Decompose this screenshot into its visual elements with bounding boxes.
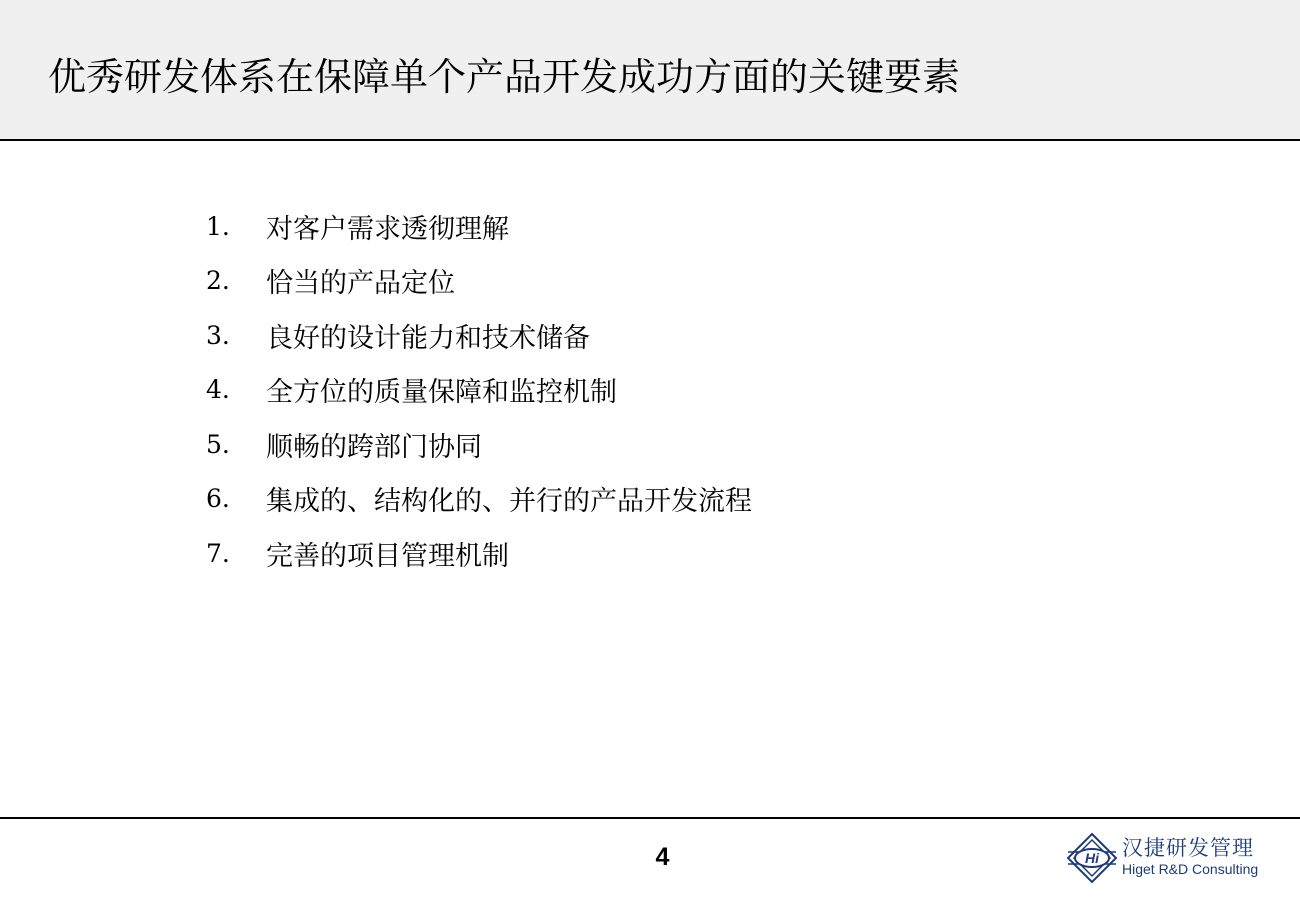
company-name-cn: 汉捷研发管理	[1122, 836, 1254, 860]
list-item	[206, 526, 752, 581]
list-item-text: 完善的项目管理机制	[266, 540, 509, 572]
higet-logo-icon	[1066, 832, 1118, 884]
list-item-number: 6.	[206, 484, 230, 514]
list-item-text: 集成的、结构化的、并行的产品开发流程	[266, 486, 752, 518]
list-item-number: 4.	[206, 375, 230, 405]
list-item-number: 7.	[206, 538, 230, 568]
slide-title: 优秀研发体系在保障单个产品开发成功方面的关键要素	[48, 55, 961, 99]
page-number: 4	[655, 843, 670, 871]
logo-mark-text: Hi	[1085, 850, 1099, 866]
list-item	[206, 363, 752, 418]
list-item-number: 1.	[206, 211, 230, 241]
list-item	[206, 199, 752, 254]
list-item-text: 全方位的质量保障和监控机制	[266, 377, 617, 409]
list-item-text: 对客户需求透彻理解	[266, 213, 509, 245]
key-factors-list	[206, 199, 752, 581]
list-item-text: 恰当的产品定位	[266, 268, 455, 300]
list-item-text: 良好的设计能力和技术储备	[266, 322, 590, 354]
list-item-number: 3.	[206, 320, 230, 350]
company-name-en: Higet R&D Consulting	[1122, 861, 1259, 877]
list-item-text: 顺畅的跨部门协同	[266, 431, 482, 463]
footer-divider	[0, 817, 1300, 819]
list-item	[206, 308, 752, 363]
list-item-number: 2.	[206, 266, 230, 296]
list-item	[206, 472, 752, 527]
list-item-number: 5.	[206, 429, 230, 459]
company-logo	[1066, 832, 1271, 886]
list-item	[206, 417, 752, 472]
list-item	[206, 254, 752, 309]
title-bar	[0, 0, 1300, 141]
